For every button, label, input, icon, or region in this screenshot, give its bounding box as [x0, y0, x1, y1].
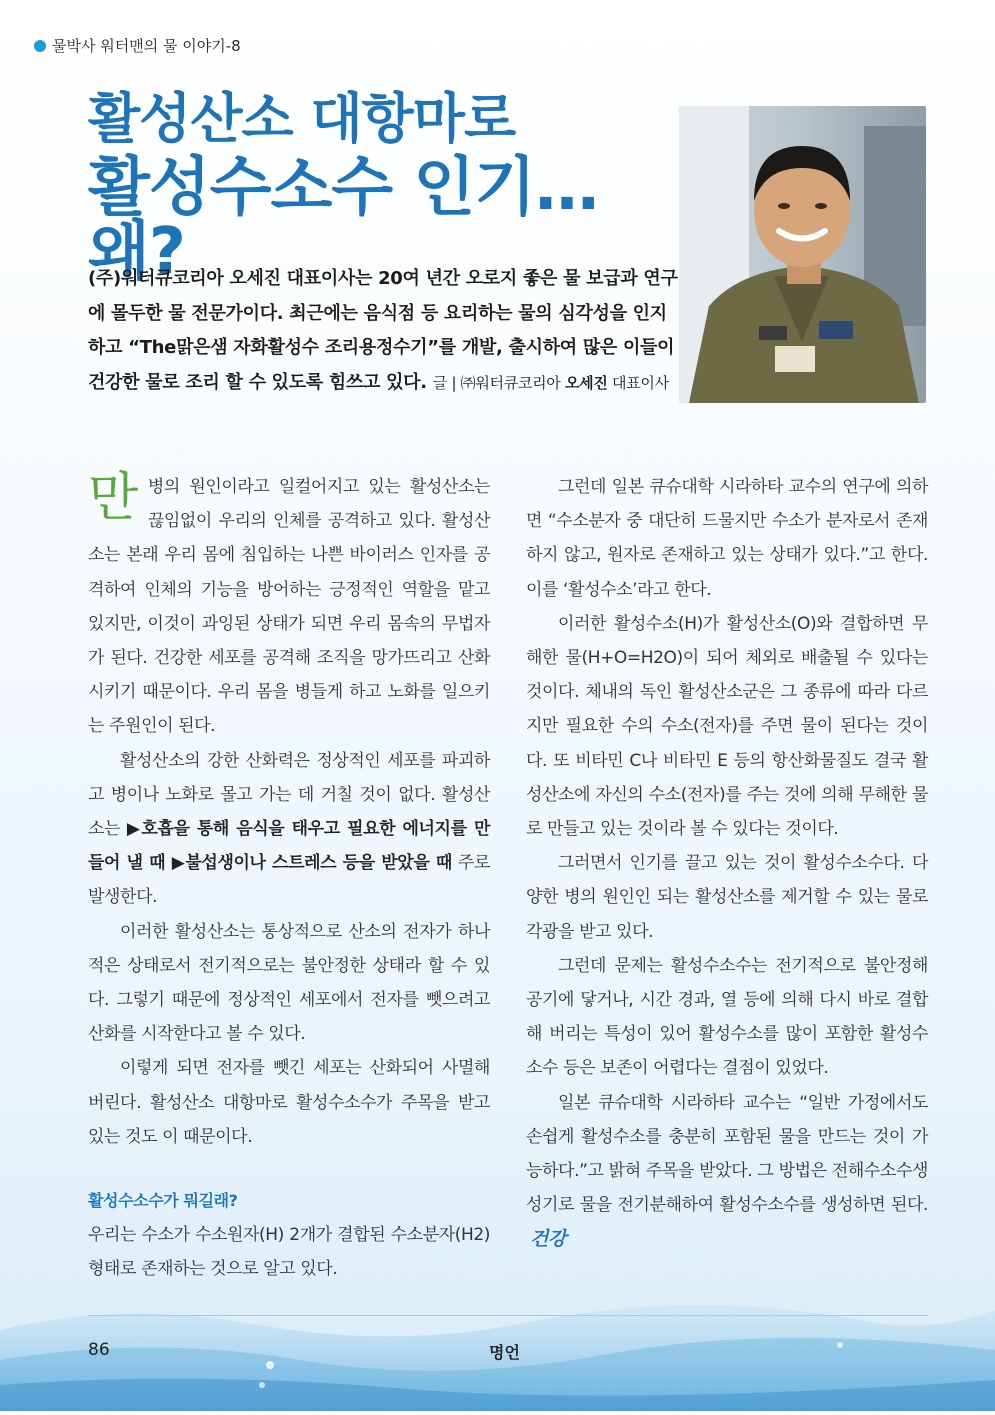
- paragraph-text: 활성산소의 강한 산화력은 정상적인 세포를 파괴하고 병이나 노화로 몰고 가는 데 거칠 것이 없다. 활성산소는: [88, 750, 490, 840]
- title-line-1: 활성산소 대항마로: [88, 87, 516, 150]
- series-header: [34, 35, 241, 56]
- paragraph: 그런데 일본 큐슈대학 시라하타 교수의 연구에 의하면 “수소분자 중 대단히 드물지만 수소가 분자로서 존재하지 않고, 원자로 존재하고 있는 상태가 있다.”고 한다. 이를 ‘활성수소’라고 한다.: [526, 477, 928, 600]
- paragraph: 그러면서 인기를 끌고 있는 것이 활성수소수다. 다양한 병의 원인인 되는 활성산소를 제거할 수 있는 물로 각광을 받고 있다.: [526, 853, 928, 942]
- paragraph: 이러한 활성수소(H)가 활성산소(O)와 결합하면 무해한 물(H+O=H2O)이 되어 체외로 배출될 수 있다는 것이다. 체내의 독인 활성산소군은 그 종류에 따라 다르지만 필요한 수의 수소(전자)를 주면 물이 된다는 것이다. 또 비타민 C나 비타민 E 등의 항산화물질도 결국 활성산소에 자신의 수소(전자)를 주는 것에 의해 무해한 물로 만들고 있는 것이라 볼 수 있다는 것이다.: [526, 613, 928, 840]
- paragraph-text: 주로 발생한다.: [88, 853, 490, 908]
- credit-name: 오세진: [564, 373, 608, 392]
- page-number: 86: [88, 1340, 110, 1360]
- paragraph-text: 병의 원인이라고 일컬어지고 있는 활성산소는 끊임없이 우리의 인체를 공격하고 있다. 활성산소는 본래 우리 몸에 침입하는 나쁜 바이러스 인자를 공격하여 인체의 기능을 방어하는 긍정적인 역할을 맡고 있지만, 이것이 과잉된 상태가 되면 우리 몸속의 무법자가 된다. 건강한 세포를 공격해 조직을 망가뜨리고 산화시키기 때문이다. 우리 몸을 병들게 하고 노화를 일으키는 주원인이 된다.: [88, 477, 490, 737]
- drop-cap: 만: [88, 468, 138, 528]
- lead-paragraph: [88, 262, 678, 400]
- bold-text: ▶호흡을 통해 음식을 태우고 필요한 에너지를 만들어 낼 때 ▶불섭생이나 스트레스 등을 받았을 때: [88, 819, 490, 874]
- credit-prefix: 글 | ㈜워터큐코리아: [432, 373, 565, 392]
- paragraph: 이렇게 되면 전자를 뺏긴 세포는 산화되어 사멸해 버린다. 활성산소 대항마로 활성수소수가 주목을 받고 있는 것도 이 때문이다.: [88, 1058, 490, 1147]
- paragraph: 그런데 문제는 활성수소수는 전기적으로 불안정해 공기에 닿거나, 시간 경과, 열 등에 의해 다시 바로 결합해 버리는 특성이 있어 활성수소를 많이 포함한 활성수소수 등은 보존이 어렵다는 결점이 있었다.: [526, 955, 928, 1079]
- article-title: [88, 87, 668, 289]
- credit-suffix: 대표이사: [607, 373, 669, 392]
- left-column: [88, 470, 490, 1287]
- section-subhead: 활성수소수가 뭐길래?: [88, 1191, 238, 1211]
- end-mark-logo: 건강: [530, 1228, 566, 1251]
- author-credit: [433, 374, 669, 392]
- author-photo: [679, 106, 926, 403]
- series-label: 물박사 워터맨의 물 이야기-8: [52, 37, 241, 55]
- paragraph: [88, 744, 490, 915]
- paragraph: [526, 1086, 928, 1258]
- paragraph: [88, 470, 490, 744]
- paragraph: 우리는 수소가 수소원자(H) 2개가 결합된 수소분자(H2) 형태로 존재하는 것으로 알고 있다.: [88, 1225, 490, 1280]
- footer-divider: [88, 1315, 928, 1316]
- title-line-2: 활성수소수 인기…왜?: [88, 151, 599, 289]
- bullet-dot-icon: [34, 40, 46, 52]
- paragraph-text: 일본 큐슈대학 시라하타 교수는 “일반 가정에서도 손쉽게 활성수소를 충분히 포함된 물을 만드는 것이 가능하다.”고 밝혀 주목을 받았다. 그 방법은 전해수소수생성기로 물을 전기분해하여 활성수소수를 생성하면 된다.: [526, 1092, 928, 1216]
- paragraph: 이러한 활성산소는 통상적으로 산소의 전자가 하나 적은 상태로서 전기적으로는 불안정한 상태라 할 수 있다. 그렇기 때문에 정상적인 세포에서 전자를 뺏으려고 산화를 시작한다고 볼 수 있다.: [88, 921, 490, 1045]
- magazine-name: 명언: [489, 1343, 520, 1362]
- lead-text: (주)워터큐코리아 오세진 대표이사는 20여 년간 오로지 좋은 물 보급과 연구에 몰두한 물 전문가이다. 최근에는 음식점 등 요리하는 물의 심각성을 인지하고 “The맑은샘 자화활성수 조리용정수기”를 개발, 출시하여 많은 이들이 건강한 물로 조리 할 수 있도록 힘쓰고 있다.: [88, 268, 678, 393]
- right-column: [526, 470, 928, 1258]
